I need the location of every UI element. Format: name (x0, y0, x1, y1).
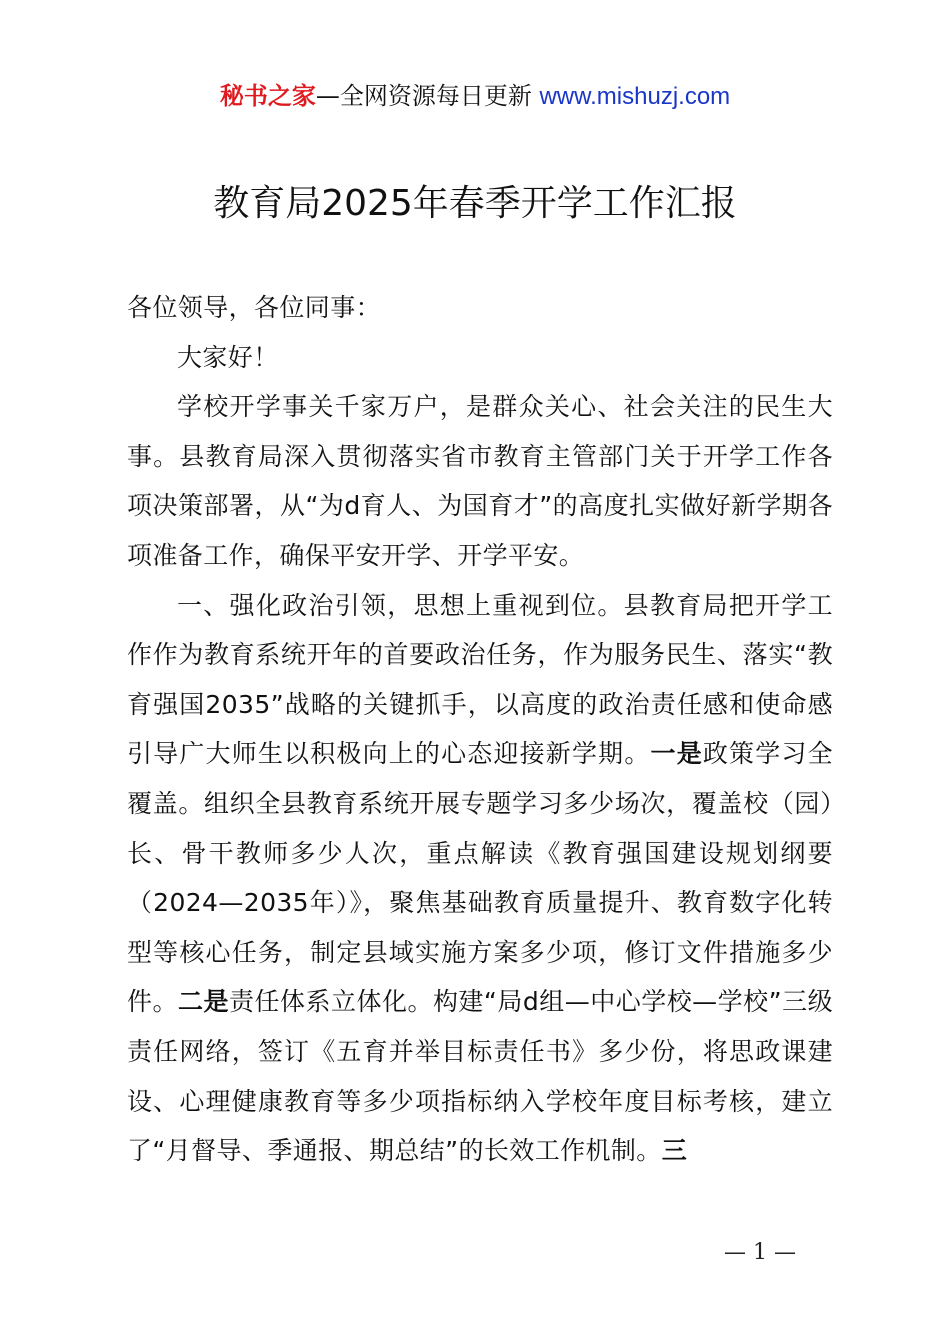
paragraph-section-1 (127, 581, 833, 1176)
point-marker-2: 二是 (178, 987, 229, 1017)
section-heading: 一、强化政治引领，思想上重视到位。 (177, 590, 624, 620)
point-text-2: 责任体系立体化。构建“局d组—中心学校—学校”三级责任网络，签订《五育并举目标责任书》多少份，将思政课建设、心理健康教育等多少项指标纳入学校年度目标考核，建立了“月督导、季通报、期总结”的长效工作机制。 (127, 987, 833, 1166)
document-body (127, 283, 833, 1176)
site-banner (0, 80, 950, 113)
greeting: 大家好！ (177, 342, 279, 372)
salutation: 各位领导，各位同事： (127, 293, 382, 322)
point-marker-3: 三 (661, 1136, 688, 1166)
paragraph-intro: 学校开学事关千家万户，是群众关心、社会关注的民生大事。县教育局深入贯彻落实省市教育主管部门关于开学工作各项决策部署，从“为d育人、为国育才”的高度扎实做好新学期各项准备工作，确保平安开学、开学平安。 (127, 392, 833, 570)
point-marker-1: 一是 (650, 739, 703, 769)
section-text: 县教育局把开学工作作为教育系统开年的首要政治任务，作为服务民生、落实“教育强国2035”战略的关键抓手，以高度的政治责任感和使命感引导广大师生以积极向上的心态迎接新学期。 (127, 590, 833, 769)
page-number: — 1 — (724, 1240, 796, 1265)
banner-url[interactable]: www.mishuzj.com (539, 83, 731, 110)
document-title: 教育局2025年春季开学工作汇报 (213, 183, 737, 224)
point-text-1: 政策学习全覆盖。组织全县教育系统开展专题学习多少场次，覆盖校（园）长、骨干教师多少人次，重点解读《教育强国建设规划纲要（2024—2035年）》，聚焦基础教育质量提升、教育数字化转型等核心任务，制定县域实施方案多少项，修订文件措施多少件。 (127, 739, 833, 1017)
banner-slogan: —全网资源每日更新 (315, 82, 532, 110)
brand-name: 秘书之家 (219, 82, 316, 110)
